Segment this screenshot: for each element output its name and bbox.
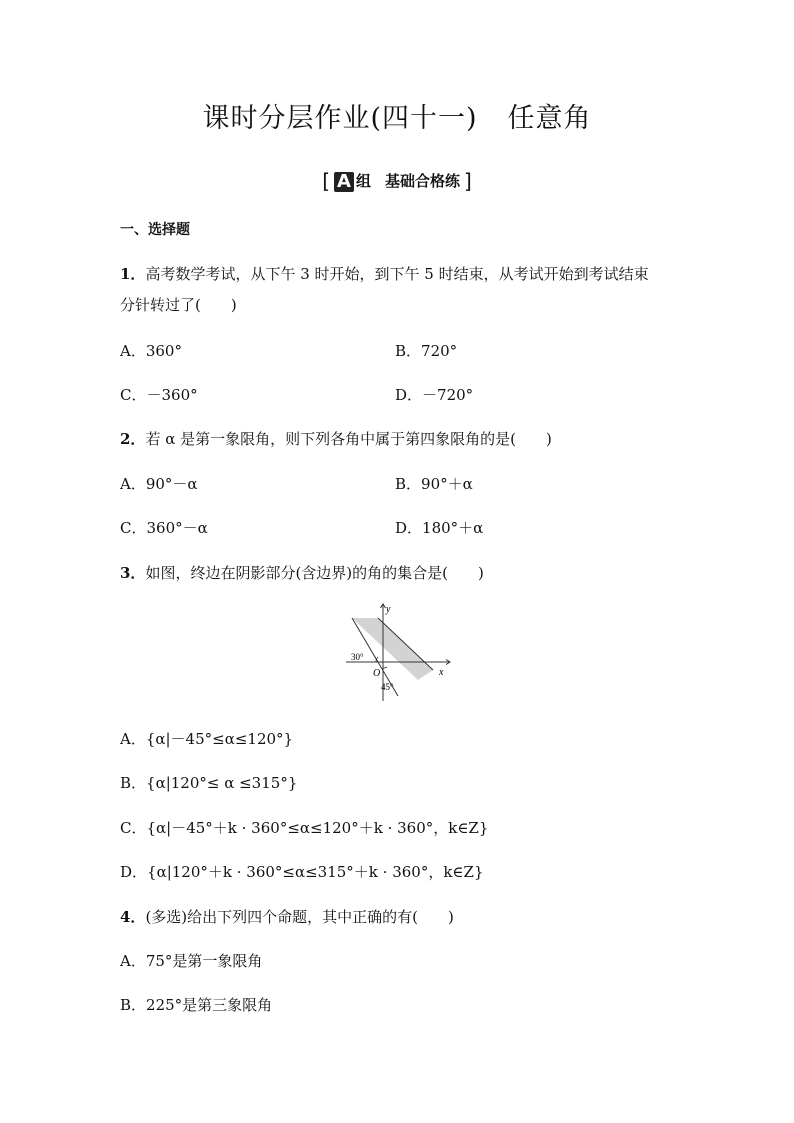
shaded-region	[352, 618, 433, 680]
option-a: A．360°	[120, 342, 182, 360]
option-b: B．225°是第三象限角	[120, 996, 273, 1014]
option-d: D．180°＋α	[395, 519, 484, 537]
question-text: 如图，终边在阴影部分(含边界)的角的集合是( )	[145, 564, 484, 582]
group-name: 基础合格练	[384, 172, 460, 190]
page-title	[0, 96, 794, 135]
question-1-line1	[120, 263, 649, 284]
option-c: C．360°－α	[120, 519, 208, 537]
option-a: A．{α|－45°≤α≤120°}	[120, 730, 294, 748]
y-axis-label: y	[386, 604, 391, 615]
question-number: 2．	[120, 430, 146, 448]
option-a: A．75°是第一象限角	[120, 952, 263, 970]
group-badge: A	[334, 172, 354, 192]
option-c: C．{α|－45°＋k · 360°≤α≤120°＋k · 360°，k∈Z}	[120, 819, 489, 837]
option-c: C．－360°	[120, 386, 198, 404]
question-text: (多选)给出下列四个命题，其中正确的有( )	[145, 908, 454, 926]
angle-label-45: 45°	[381, 682, 394, 692]
title-topic: 任意角	[507, 103, 592, 134]
origin-label: O	[373, 668, 381, 679]
option-b: B．{α|120°≤ α ≤315°}	[120, 774, 298, 792]
right-bracket: ]	[463, 169, 472, 193]
option-a: A．90°－α	[120, 475, 198, 493]
angle-label-30: 30°	[351, 652, 364, 662]
angle-figure	[338, 600, 458, 706]
question-number: 1．	[120, 265, 146, 283]
question-2-line1	[120, 428, 552, 449]
question-number: 3．	[120, 564, 146, 582]
question-4-line1	[120, 906, 454, 927]
question-3-line1	[120, 562, 484, 583]
option-b: B．90°＋α	[395, 475, 473, 493]
question-number: 4．	[120, 908, 146, 926]
title-main: 课时分层作业(四十一)	[202, 103, 478, 134]
group-badge-tail: 组	[355, 172, 371, 190]
option-b: B．720°	[395, 342, 458, 360]
left-bracket: [	[322, 169, 331, 193]
angle-arc-45	[383, 667, 387, 668]
group-header	[0, 169, 794, 193]
question-text: 若 α 是第一象限角，则下列各角中属于第四象限角的是( )	[145, 430, 552, 448]
x-axis-label: x	[439, 667, 444, 678]
option-d: D．－720°	[395, 386, 474, 404]
section-heading: 一、选择题	[120, 222, 190, 238]
question-1-line2: 分针转过了( )	[120, 296, 237, 314]
question-text: 高考数学考试，从下午 3 时开始，到下午 5 时结束，从考试开始到考试结束	[145, 265, 649, 283]
option-d: D．{α|120°＋k · 360°≤α≤315°＋k · 360°，k∈Z}	[120, 863, 484, 881]
